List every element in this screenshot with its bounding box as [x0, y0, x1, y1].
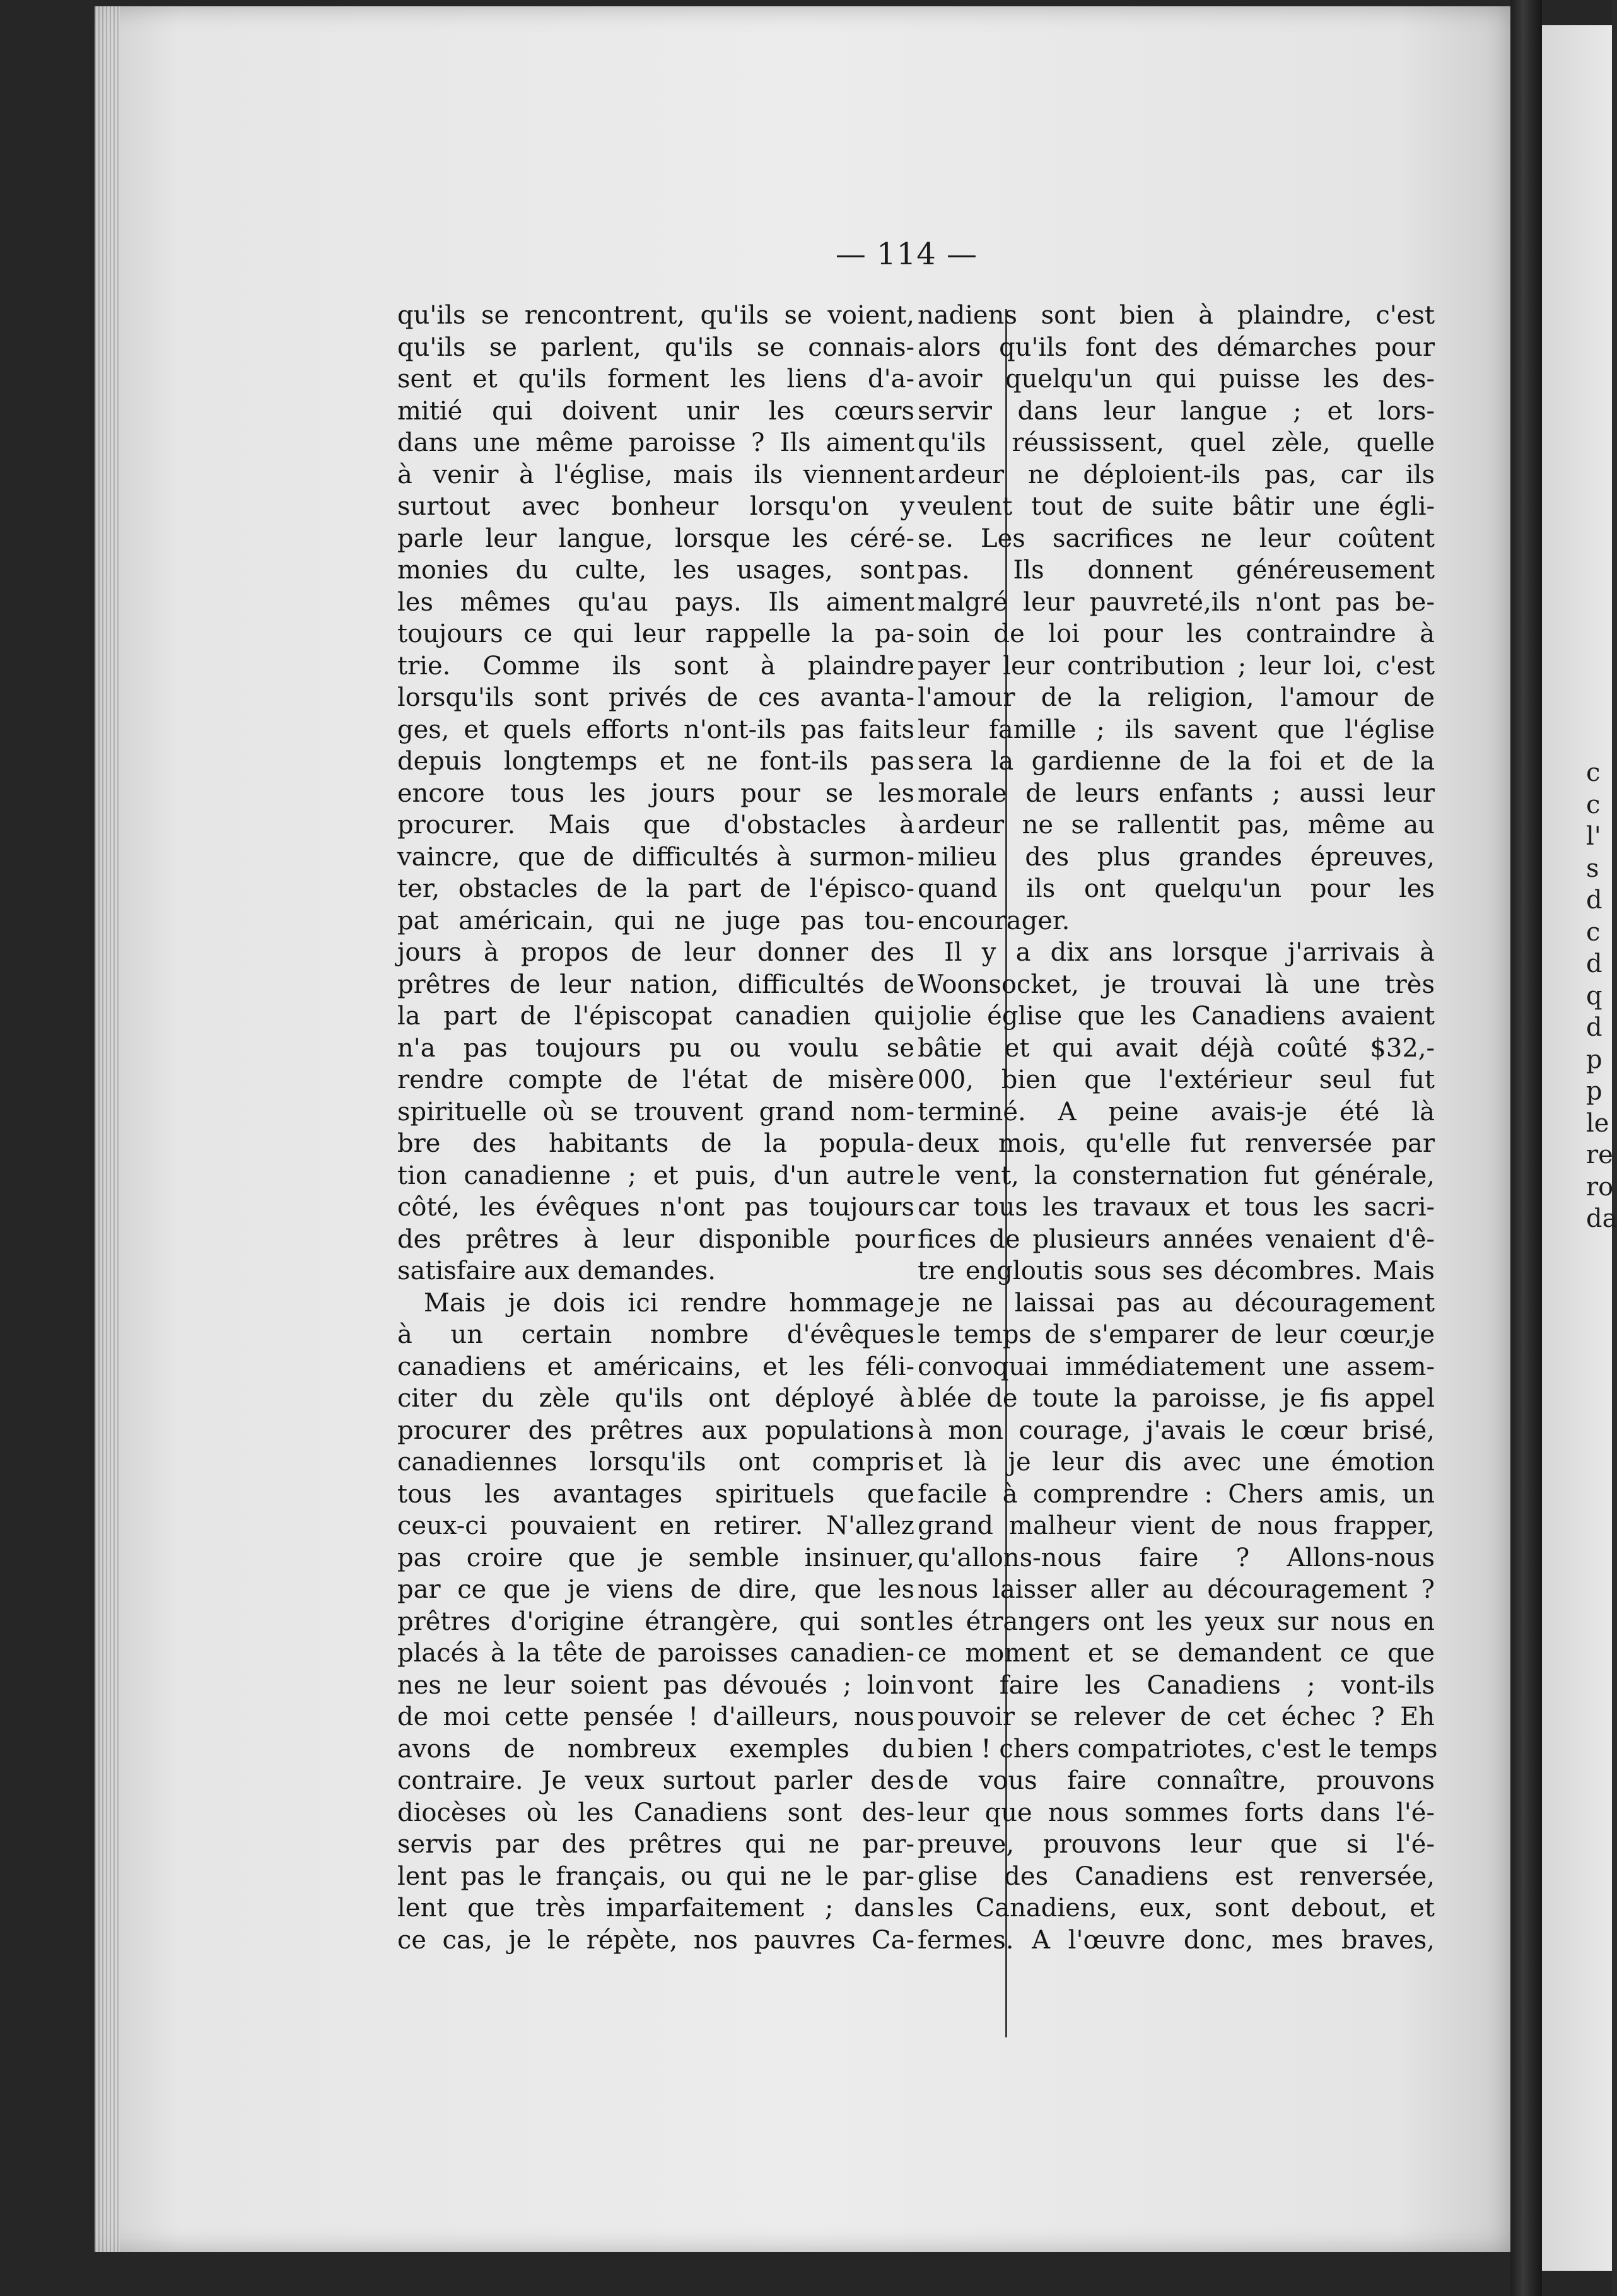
- text-line: la part de l'épiscopat canadien qui: [397, 1002, 914, 1031]
- text-line: ter, obstacles de la part de l'épisco-: [397, 874, 914, 903]
- text-line: convoquai immédiatement une assem-: [918, 1352, 1435, 1381]
- text-line: bâtie et qui avait déjà coûté $32,-: [918, 1033, 1435, 1063]
- text-line: encore tous les jours pour se les: [397, 778, 914, 808]
- text-line: pat américain, qui ne juge pas tou-: [397, 906, 914, 935]
- text-line: grand malheur vient de nous frapper,: [918, 1511, 1435, 1540]
- text-line: qu'ils se parlent, qu'ils se connais-: [397, 332, 914, 362]
- text-line: quand ils ont quelqu'un pour les: [918, 874, 1435, 903]
- text-line: ardeur ne se rallentit pas, même au: [918, 811, 1435, 840]
- adjacent-page-line-fragment: da: [1586, 1204, 1617, 1233]
- text-line: trie. Comme ils sont à plaindre: [397, 651, 914, 681]
- text-line: milieu des plus grandes épreuves,: [918, 842, 1435, 872]
- text-line: payer leur contribution ; leur loi, c'est: [918, 651, 1435, 681]
- text-line: et là je leur dis avec une émotion: [918, 1448, 1435, 1477]
- adjacent-page-line-fragment: le: [1586, 1108, 1609, 1138]
- text-line: malgré leur pauvreté,ils n'ont pas be-: [918, 587, 1435, 617]
- text-line: terminé. A peine avais-je été là: [918, 1097, 1435, 1127]
- text-line: fices de plusieurs années venaient d'ê-: [918, 1224, 1435, 1254]
- text-line: encourager.: [918, 906, 1070, 935]
- text-line: sera la gardienne de la foi et de la: [918, 747, 1435, 776]
- text-line: le temps de s'emparer de leur cœur,je: [918, 1320, 1435, 1349]
- text-line: citer du zèle qu'ils ont déployé à: [397, 1384, 914, 1413]
- text-line: l'amour de la religion, l'amour de: [918, 683, 1435, 712]
- text-line: je ne laissai pas au découragement: [918, 1288, 1435, 1318]
- text-line: alors qu'ils font des démarches pour: [918, 332, 1435, 362]
- text-line: toujours ce qui leur rappelle la pa-: [397, 619, 914, 648]
- text-line: avoir quelqu'un qui puisse les des-: [918, 365, 1435, 394]
- text-line: tre engloutis sous ses décombres. Mais: [918, 1256, 1435, 1286]
- text-line: par ce que je viens de dire, que les: [397, 1575, 914, 1604]
- page-edge-stack: [95, 6, 120, 2252]
- text-line: n'a pas toujours pu ou voulu se: [397, 1033, 914, 1063]
- text-line: servir dans leur langue ; et lors-: [918, 396, 1435, 426]
- text-line: Mais je dois ici rendre hommage: [424, 1288, 914, 1318]
- adjacent-page-line-fragment: ro: [1586, 1172, 1614, 1202]
- adjacent-page-text: [1542, 757, 1617, 1235]
- text-line: tous les avantages spirituels que: [397, 1479, 914, 1509]
- text-line: côté, les évêques n'ont pas toujours: [397, 1193, 914, 1222]
- text-line: lent que très imparfaitement ; dans: [397, 1894, 914, 1923]
- text-line: ceux-ci pouvaient en retirer. N'allez: [397, 1511, 914, 1540]
- page-number: — 114 —: [835, 237, 978, 272]
- text-column-right: [918, 300, 1438, 1956]
- text-line: procurer des prêtres aux populations: [397, 1415, 914, 1445]
- text-line: ardeur ne déploient-ils pas, car ils: [918, 460, 1435, 489]
- text-line: de moi cette pensée ! d'ailleurs, nous: [397, 1702, 914, 1731]
- text-line: 000, bien que l'extérieur seul fut: [918, 1065, 1435, 1094]
- text-line: qu'allons-nous faire ? Allons-nous: [918, 1543, 1435, 1573]
- text-line: bre des habitants de la popula-: [397, 1129, 914, 1158]
- text-line: prêtres de leur nation, difficultés de: [397, 969, 914, 999]
- text-line: mitié qui doivent unir les cœurs: [397, 396, 914, 426]
- text-line: vont faire les Canadiens ; vont-ils: [918, 1670, 1435, 1700]
- text-line: surtout avec bonheur lorsqu'on y: [397, 492, 914, 521]
- adjacent-page-line-fragment: d: [1586, 1013, 1602, 1042]
- adjacent-page-line-fragment: q: [1586, 981, 1602, 1010]
- text-line: blée de toute la paroisse, je fis appel: [918, 1384, 1435, 1413]
- text-line: les mêmes qu'au pays. Ils aiment: [397, 587, 914, 617]
- text-line: ce cas, je le répète, nos pauvres Ca-: [397, 1925, 914, 1955]
- text-line: placés à la tête de paroisses canadien-: [397, 1639, 914, 1668]
- text-line: canadiens et américains, et les féli-: [397, 1352, 914, 1381]
- text-line: nous laisser aller au découragement ?: [918, 1575, 1435, 1604]
- text-line: contraire. Je veux surtout parler des: [397, 1766, 914, 1795]
- adjacent-page-line-fragment: d: [1586, 886, 1602, 915]
- text-line: Woonsocket, je trouvai là une très: [918, 969, 1435, 999]
- adjacent-page-line-fragment: c: [1586, 758, 1601, 787]
- text-line: depuis longtemps et ne font-ils pas: [397, 747, 914, 776]
- text-line: à un certain nombre d'évêques: [397, 1320, 914, 1349]
- text-line: les étrangers ont les yeux sur nous en: [918, 1607, 1435, 1636]
- text-line: sent et qu'ils forment les liens d'a-: [397, 365, 914, 394]
- text-line: canadiennes lorsqu'ils ont compris: [397, 1448, 914, 1477]
- text-line: avons de nombreux exemples du: [397, 1734, 914, 1764]
- text-line: lent pas le français, ou qui ne le par-: [397, 1861, 914, 1891]
- text-line: tion canadienne ; et puis, d'un autre: [397, 1161, 914, 1190]
- text-line: servis par des prêtres qui ne par-: [397, 1830, 914, 1859]
- text-line: à venir à l'église, mais ils viennent: [397, 460, 914, 489]
- text-line: pas. Ils donnent généreusement: [918, 556, 1435, 585]
- text-line: ce moment et se demandent ce que: [918, 1639, 1435, 1668]
- text-line: satisfaire aux demandes.: [397, 1256, 716, 1286]
- text-line: bien ! chers compatriotes, c'est le temps: [918, 1734, 1438, 1764]
- text-line: des prêtres à leur disponible pour: [397, 1224, 914, 1254]
- text-line: les Canadiens, eux, sont debout, et: [918, 1894, 1435, 1923]
- text-line: à mon courage, j'avais le cœur brisé,: [918, 1415, 1435, 1445]
- adjacent-page-line-fragment: s: [1586, 853, 1599, 883]
- text-line: le vent, la consternation fut générale,: [918, 1161, 1435, 1190]
- text-line: facile à comprendre : Chers amis, un: [918, 1479, 1435, 1509]
- text-line: diocèses où les Canadiens sont des-: [397, 1798, 914, 1827]
- adjacent-page-fragment: [1542, 25, 1617, 2271]
- text-line: procurer. Mais que d'obstacles à: [397, 811, 914, 840]
- text-line: qu'ils se rencontrent, qu'ils se voient,: [397, 301, 914, 330]
- adjacent-page-line-fragment: c: [1586, 790, 1601, 819]
- adjacent-page-line-fragment: p: [1586, 1077, 1602, 1106]
- text-line: morale de leurs enfants ; aussi leur: [918, 778, 1435, 808]
- text-line: spirituelle où se trouvent grand nom-: [397, 1097, 914, 1127]
- text-line: glise des Canadiens est renversée,: [918, 1861, 1435, 1891]
- adjacent-page-line-fragment: d: [1586, 949, 1602, 978]
- text-line: car tous les travaux et tous les sacri-: [918, 1193, 1435, 1222]
- text-line: soin de loi pour les contraindre à: [918, 619, 1435, 648]
- adjacent-page-line-fragment: p: [1586, 1045, 1602, 1074]
- book-gutter: [1510, 0, 1542, 2296]
- text-line: parle leur langue, lorsque les céré-: [397, 524, 914, 553]
- adjacent-page-line-fragment: c: [1586, 917, 1601, 947]
- text-line: de vous faire connaître, prouvons: [918, 1766, 1435, 1795]
- text-line: leur famille ; ils savent que l'église: [918, 715, 1435, 744]
- text-line: ges, et quels efforts n'ont-ils pas faits: [397, 715, 914, 744]
- adjacent-page-line-fragment: l': [1586, 822, 1601, 851]
- text-line: fermes. A l'œuvre donc, mes braves,: [918, 1925, 1435, 1955]
- text-line: deux mois, qu'elle fut renversée par: [918, 1129, 1435, 1158]
- adjacent-page-line-fragment: re: [1586, 1140, 1613, 1169]
- text-line: jolie église que les Canadiens avaient: [918, 1002, 1435, 1031]
- text-line: rendre compte de l'état de misère: [397, 1065, 914, 1094]
- text-line: monies du culte, les usages, sont: [397, 556, 914, 585]
- text-line: veulent tout de suite bâtir une égli-: [918, 492, 1435, 521]
- text-column-left: [397, 300, 914, 1956]
- text-line: jours à propos de leur donner des: [397, 938, 914, 967]
- text-line: nes ne leur soient pas dévoués ; loin: [397, 1670, 914, 1700]
- text-line: dans une même paroisse ? Ils aiment: [397, 428, 914, 457]
- text-line: qu'ils réussissent, quel zèle, quelle: [918, 428, 1435, 457]
- text-line: leur que nous sommes forts dans l'é-: [918, 1798, 1435, 1827]
- text-line: pouvoir se relever de cet échec ? Eh: [918, 1702, 1435, 1731]
- text-line: lorsqu'ils sont privés de ces avanta-: [397, 683, 914, 712]
- text-line: nadiens sont bien à plaindre, c'est: [918, 301, 1435, 330]
- text-line: prêtres d'origine étrangère, qui sont: [397, 1607, 914, 1636]
- text-line: Il y a dix ans lorsque j'arrivais à: [944, 938, 1435, 967]
- text-line: preuve, prouvons leur que si l'é-: [918, 1830, 1435, 1859]
- text-line: pas croire que je semble insinuer,: [397, 1543, 914, 1573]
- text-line: se. Les sacrifices ne leur coûtent: [918, 524, 1435, 553]
- text-line: vaincre, que de difficultés à surmon-: [397, 842, 914, 872]
